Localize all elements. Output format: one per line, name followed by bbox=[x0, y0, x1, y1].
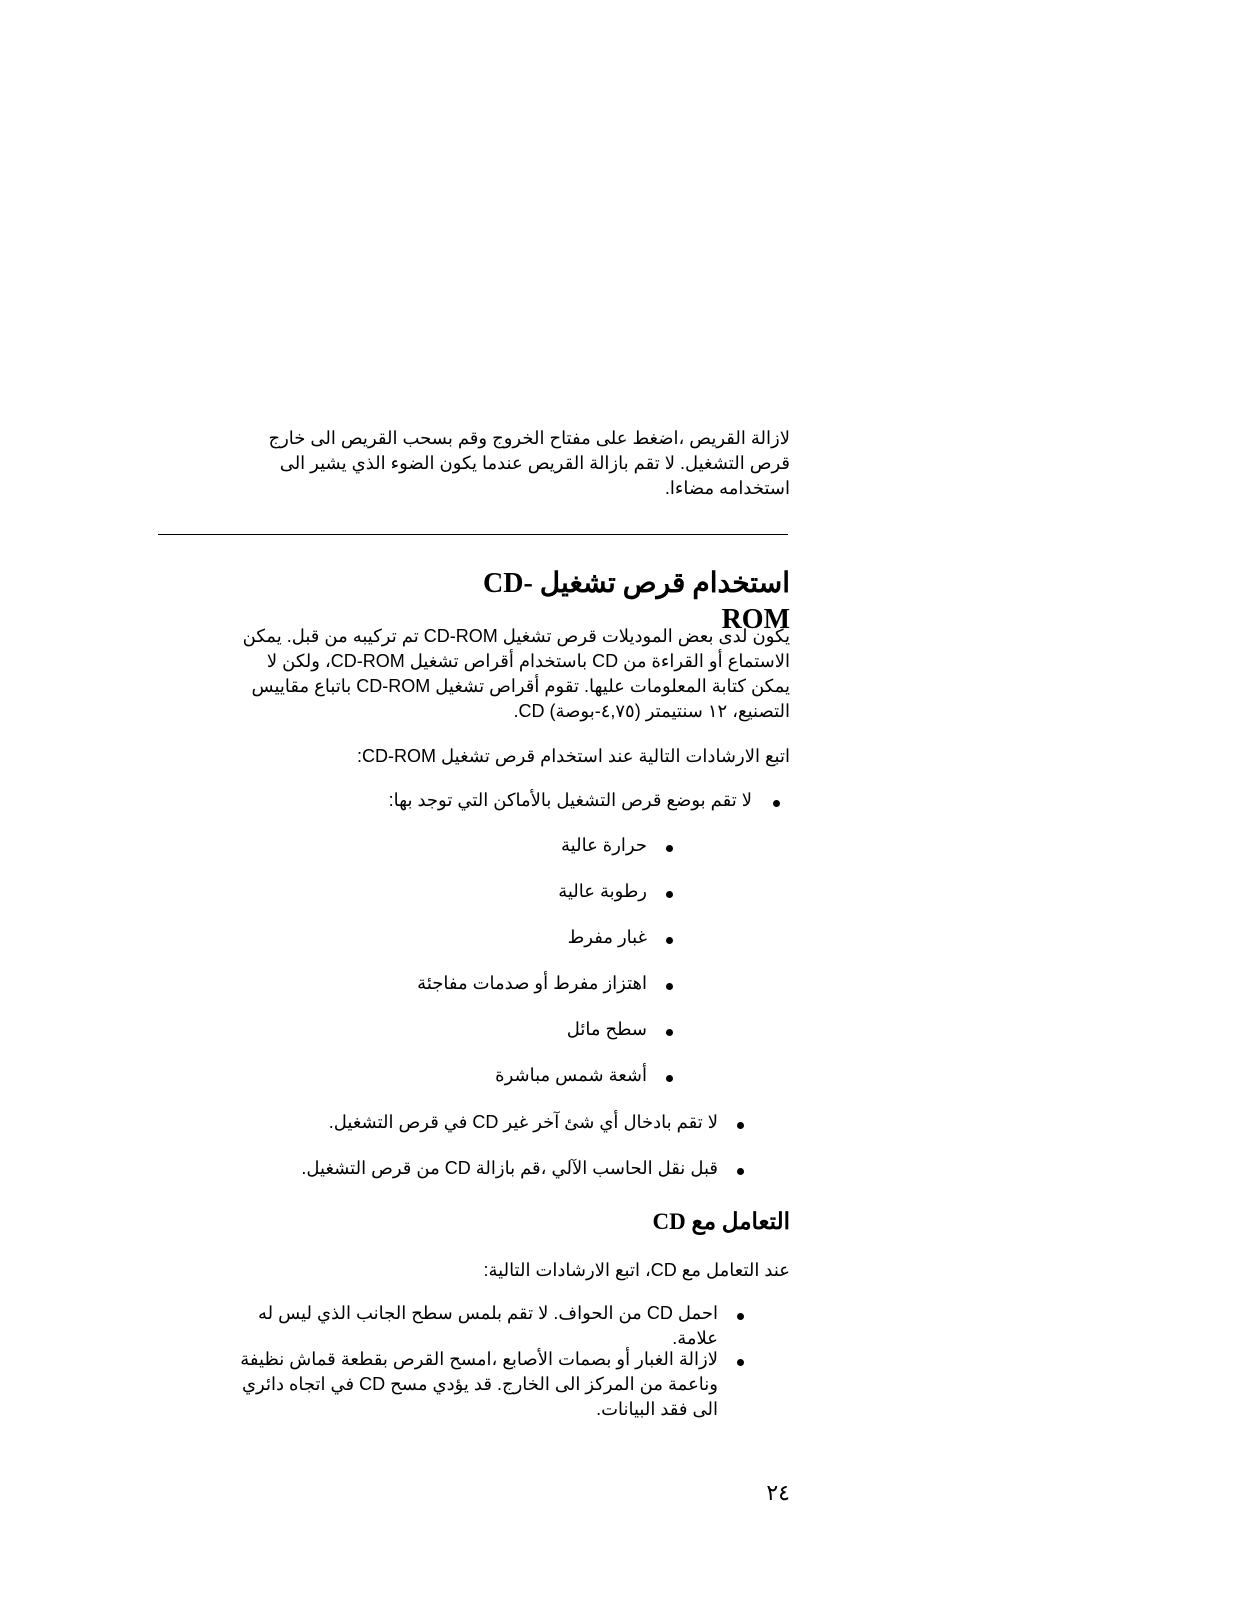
section-title: استخدام قرص تشغيل CD-ROM bbox=[483, 568, 790, 635]
sub-bullet-marker bbox=[666, 983, 673, 990]
bullet-marker bbox=[737, 1168, 744, 1175]
bullet-item: قبل نقل الحاسب الآلي ،قم بازالة CD من قرص التشغيل. bbox=[301, 1158, 718, 1178]
sub-bullet-item: غبار مفرط bbox=[567, 927, 647, 947]
sub-bullet-item: أشعة شمس مباشرة bbox=[495, 1065, 647, 1085]
section-divider bbox=[158, 534, 788, 535]
sub-bullet-marker bbox=[666, 1029, 673, 1036]
bullet-marker bbox=[737, 1122, 744, 1129]
sub-bullet-item: سطح مائل bbox=[566, 1019, 647, 1039]
bullet-marker bbox=[773, 800, 780, 807]
sub-bullet-marker bbox=[666, 845, 673, 852]
sub-bullet-marker bbox=[666, 891, 673, 898]
guidelines-intro: اتبع الارشادات التالية عند استخدام قرص تشغيل CD-ROM: bbox=[357, 746, 790, 766]
section-paragraph: يكون لدى بعض الموديلات قرص تشغيل CD-ROM تم تركيبه من قبل. يمكن الاستماع أو القراءة من CD باستخدام أقراص تشغيل CD-ROM، ولكن لا يمكن كتابة المعلومات عليها. تقوم أقراص تشغيل CD-ROM باتباع مقاييس التصنيع، ١٢ سنتيمتر (٤,٧٥-بوصة) CD. bbox=[242, 626, 790, 721]
sub-bullet-item: رطوبة عالية bbox=[558, 881, 647, 901]
bullet-marker bbox=[737, 1359, 744, 1366]
page-number: ٢٤ bbox=[766, 1480, 790, 1505]
sub-bullet-item: اهتزاز مفرط أو صدمات مفاجئة bbox=[417, 973, 647, 993]
bullet-marker bbox=[737, 1313, 744, 1320]
bullet-item: لا تقم بوضع قرص التشغيل بالأماكن التي توجد بها: bbox=[388, 790, 752, 810]
cd-intro: عند التعامل مع CD، اتبع الارشادات التالية: bbox=[483, 1260, 790, 1280]
sub-bullet-marker bbox=[666, 1075, 673, 1082]
cd-section-title: التعامل مع CD bbox=[652, 1209, 790, 1234]
intro-paragraph: لازالة القريص ،اضغط على مفتاح الخروج وقم بسحب القريص الى خارج قرص التشغيل. لا تقم بازالة القريص عندما يكون الضوء الذي يشير الى استخدامه مضاءا. bbox=[268, 428, 790, 498]
sub-bullet-marker bbox=[666, 937, 673, 944]
cd-bullet-item: لازالة الغبار أو بصمات الأصابع ،امسح القرص بقطعة قماش نظيفة وناعمة من المركز الى الخارج. قد يؤدي مسح CD في اتجاه دائري الى فقد البيانات. bbox=[240, 1349, 718, 1419]
sub-bullet-item: حرارة عالية bbox=[561, 835, 647, 855]
cd-bullet-item: احمل CD من الحواف. لا تقم بلمس سطح الجانب الذي ليس له علامة. bbox=[257, 1303, 718, 1348]
bullet-item: لا تقم بادخال أي شئ آخر غير CD في قرص التشغيل. bbox=[328, 1112, 718, 1132]
